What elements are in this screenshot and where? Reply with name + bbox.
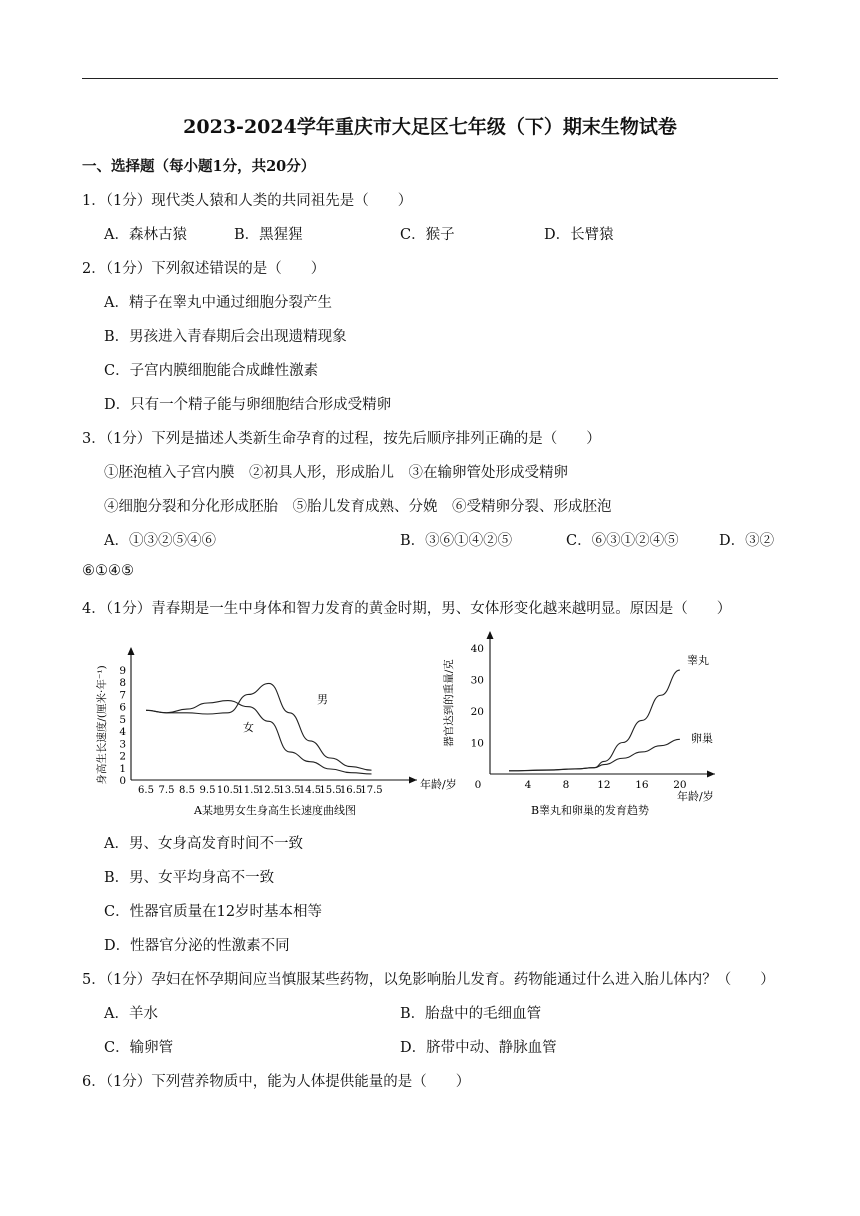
- chart-b-ytick-label: 10: [470, 737, 484, 750]
- q5-option-b[interactable]: B．胎盘中的毛细血管: [400, 1006, 542, 1022]
- chart-b-ylabel: 器官达到的重量/克: [443, 659, 455, 747]
- chart-a-title: A某地男女生身高生长速度曲线图: [194, 804, 356, 817]
- q1-option-c[interactable]: C．猴子: [400, 227, 455, 243]
- q1-option-a[interactable]: A．森林古猿: [104, 227, 187, 243]
- q4-option-c[interactable]: C．性器官质量在12岁时基本相等: [104, 904, 323, 920]
- chart-b-ytick-label: 20: [470, 706, 484, 718]
- question-5-stem: 5．（1分）孕妇在怀孕期间应当慎服某些药物，以免影响胎儿发育。药物能通过什么进入胎儿体内？（ ）: [82, 972, 775, 988]
- chart-a-x-arrow: [409, 777, 417, 784]
- chart-a-label-male: 男: [317, 693, 328, 706]
- chart-a-ytick-label: 5: [119, 713, 126, 726]
- chart-b-title: B睾丸和卵巢的发育趋势: [530, 804, 650, 817]
- page-title: 2023-2024学年重庆市大足区七年级（下）期末生物试卷: [183, 116, 677, 138]
- q3-option-d-continued[interactable]: ⑥①④⑤: [82, 563, 134, 579]
- chart-a-xtick-label: 10.5: [216, 785, 240, 796]
- chart-b-organ-development: [440, 628, 740, 825]
- chart-a-ytick-label: 3: [119, 738, 126, 751]
- q5-option-c[interactable]: C．输卵管: [104, 1040, 174, 1056]
- chart-a-ylabel: 身高生长速度/(厘米·年⁻¹): [96, 665, 108, 785]
- chart-a-ytick-label: 8: [119, 677, 126, 690]
- chart-a-xtick-label: 17.5: [360, 785, 383, 796]
- question-2-stem: 2．（1分）下列叙述错误的是（ ）: [82, 261, 326, 277]
- q4-option-b[interactable]: B．男、女平均身高不一致: [104, 870, 275, 886]
- chart-b-x-arrow: [707, 771, 715, 778]
- chart-a-label-female: 女: [243, 721, 254, 734]
- chart-b-xlabel: 年龄/岁: [677, 790, 714, 803]
- question-4-stem: 4．（1分）青春期是一生中身体和智力发育的黄金时期，男、女体形变化越来越明显。原因是（ ）: [82, 601, 732, 617]
- q3-option-c[interactable]: C．⑥③①②④⑤: [566, 533, 679, 549]
- q1-option-b[interactable]: B．黑猩猩: [234, 227, 303, 243]
- chart-a-ytick-label: 1: [119, 762, 126, 775]
- q3-option-a[interactable]: A．①③②⑤④⑥: [104, 533, 216, 549]
- chart-a-xtick-label: 8.5: [179, 785, 195, 796]
- chart-a-ytick-label: 0: [119, 775, 126, 787]
- chart-b-label-ovary: 卵巢: [691, 732, 713, 745]
- section-heading: 一、选择题（每小题1分，共20分）: [82, 158, 316, 175]
- chart-a-xtick-label: 16.5: [339, 785, 363, 796]
- q4-option-d[interactable]: D．性器官分泌的性激素不同: [104, 938, 290, 954]
- chart-b-label-testis: 睾丸: [687, 654, 709, 667]
- q3-items-line-2: ④细胞分裂和分化形成胚胎 ⑤胎儿发育成熟、分娩 ⑥受精卵分裂、形成胚泡: [104, 499, 612, 515]
- header-rule: [82, 78, 778, 79]
- chart-b-xtick-label: 20: [673, 779, 687, 791]
- chart-a-xtick-label: 12.5: [257, 785, 281, 796]
- chart-b-xtick-label: 16: [635, 779, 649, 791]
- q3-items-line-1: ①胚泡植入子宫内膜 ②初具人形，形成胎儿 ③在输卵管处形成受精卵: [104, 465, 568, 481]
- chart-a-series-female: [146, 701, 372, 774]
- chart-a-xtick-label: 15.5: [319, 785, 342, 796]
- chart-b-xtick-label: 12: [597, 779, 611, 791]
- chart-b-y-arrow: [487, 631, 494, 639]
- chart-a-xtick-label: 11.5: [237, 785, 260, 796]
- q2-option-b[interactable]: B．男孩进入青春期后会出现遗精现象: [104, 329, 347, 345]
- chart-a-xtick-label: 9.5: [199, 785, 216, 796]
- q3-option-d[interactable]: D．③②: [719, 533, 775, 549]
- chart-a-height-growth: [95, 630, 460, 825]
- chart-a-xtick-label: 7.5: [158, 785, 175, 796]
- chart-a-xtick-label: 13.5: [278, 785, 301, 796]
- q5-option-a[interactable]: A．羊水: [104, 1006, 158, 1022]
- q2-option-c[interactable]: C．子宫内膜细胞能合成雌性激素: [104, 363, 319, 379]
- chart-b-xtick-label: 4: [524, 779, 532, 791]
- chart-a-y-arrow: [128, 647, 135, 655]
- chart-a-ytick-label: 6: [119, 701, 126, 714]
- chart-a-ytick-label: 9: [119, 665, 126, 677]
- q5-option-d[interactable]: D．脐带中动、静脉血管: [400, 1040, 557, 1056]
- chart-b-xtick-label: 8: [562, 779, 570, 791]
- chart-a-xtick-label: 6.5: [138, 785, 154, 796]
- chart-a-series-male: [146, 683, 372, 770]
- q2-option-d[interactable]: D．只有一个精子能与卵细胞结合形成受精卵: [104, 397, 392, 413]
- q4-option-a[interactable]: A．男、女身高发育时间不一致: [104, 836, 303, 852]
- chart-a-ytick-label: 2: [119, 750, 126, 763]
- chart-b-series-testis: [509, 670, 680, 771]
- q3-option-b[interactable]: B．③⑥①④②⑤: [400, 533, 513, 549]
- q2-option-a[interactable]: A．精子在睾丸中通过细胞分裂产生: [104, 295, 332, 311]
- question-1-stem: 1．（1分）现代类人猿和人类的共同祖先是（ ）: [82, 193, 413, 209]
- question-6-stem: 6．（1分）下列营养物质中，能为人体提供能量的是（ ）: [82, 1074, 471, 1090]
- chart-a-xlabel: 年龄/岁: [420, 778, 457, 791]
- chart-a-ytick-label: 7: [119, 689, 126, 702]
- chart-b-xtick-label: 0: [474, 779, 482, 791]
- q1-option-d[interactable]: D．长臂猿: [544, 227, 614, 243]
- chart-a-xtick-label: 14.5: [298, 785, 322, 796]
- chart-b-series-ovary: [509, 739, 680, 771]
- question-3-stem: 3．（1分）下列是描述人类新生命孕育的过程，按先后顺序排列正确的是（ ）: [82, 431, 601, 447]
- chart-a-ytick-label: 4: [119, 726, 126, 739]
- chart-b-ytick-label: 40: [470, 643, 484, 655]
- chart-b-ytick-label: 30: [470, 674, 484, 687]
